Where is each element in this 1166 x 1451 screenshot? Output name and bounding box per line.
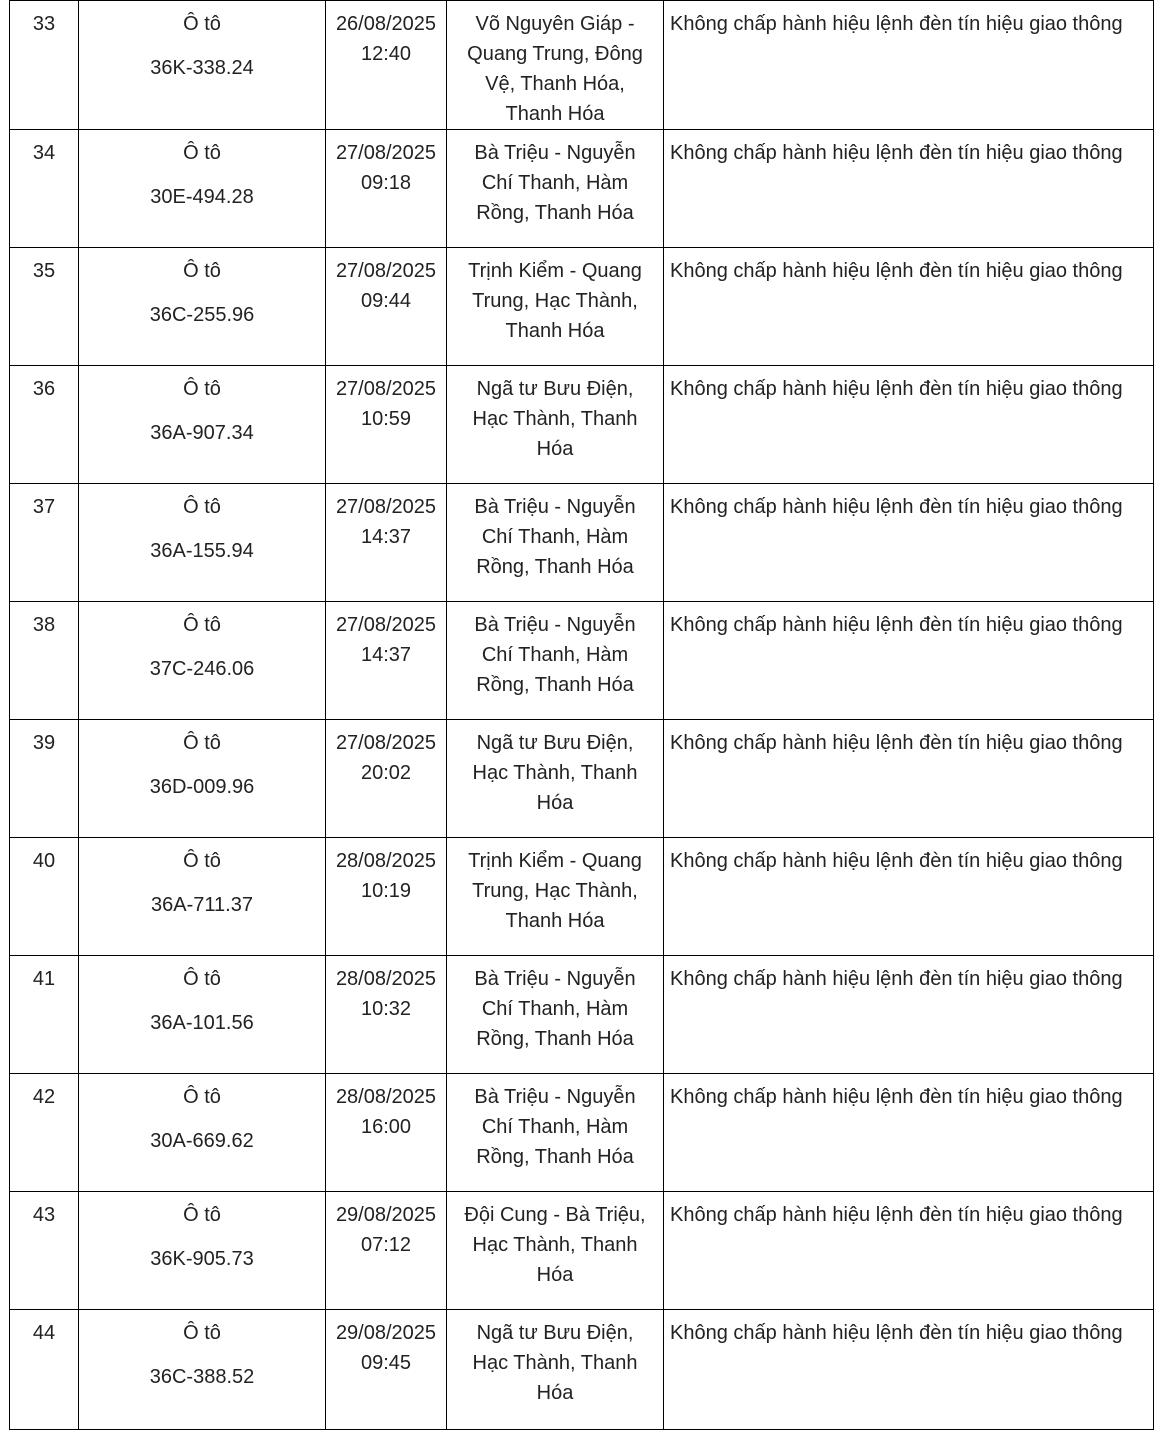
- stt-cell: 33: [10, 1, 79, 130]
- location-line: Rồng, Thanh Hóa: [476, 202, 634, 224]
- stt-cell: 35: [10, 248, 79, 366]
- location-cell: [447, 838, 664, 956]
- violation-date: 28/08/2025: [335, 1086, 437, 1108]
- location-cell: [447, 1, 664, 130]
- license-plate: 36A-907.34: [150, 422, 254, 444]
- vehicle-type: Ô tô: [183, 968, 221, 990]
- stt-cell: 42: [10, 1074, 79, 1192]
- vehicle-cell: [79, 484, 326, 602]
- vehicle-cell: [79, 1310, 326, 1430]
- license-plate: 36A-101.56: [150, 1012, 254, 1034]
- violation-cell: Không chấp hành hiệu lệnh đèn tín hiệu giao thông: [664, 1310, 1154, 1430]
- vehicle-type: Ô tô: [183, 13, 221, 35]
- violation-time: 12:40: [360, 43, 412, 65]
- datetime-cell: [326, 720, 447, 838]
- table-row: [10, 1074, 1154, 1192]
- violation-date: 26/08/2025: [335, 13, 437, 35]
- license-plate: 30E-494.28: [150, 186, 254, 208]
- license-plate: 37C-246.06: [149, 658, 255, 680]
- license-plate: 36C-388.52: [149, 1366, 255, 1388]
- vehicle-cell: [79, 1, 326, 130]
- location-line: Hóa: [536, 1264, 574, 1286]
- vehicle-cell: [79, 130, 326, 248]
- datetime-cell: [326, 366, 447, 484]
- vehicle-cell: [79, 602, 326, 720]
- location-line: Rồng, Thanh Hóa: [476, 556, 634, 578]
- vehicle-type: Ô tô: [183, 260, 221, 282]
- datetime-cell: [326, 956, 447, 1074]
- license-plate: 36D-009.96: [149, 776, 255, 798]
- violation-time: 14:37: [360, 526, 412, 548]
- location-line: Chí Thanh, Hàm: [481, 1116, 629, 1138]
- violations-table-body: [10, 1, 1154, 1430]
- vehicle-cell: [79, 1192, 326, 1310]
- table-row: [10, 130, 1154, 248]
- violation-cell: Không chấp hành hiệu lệnh đèn tín hiệu giao thông: [664, 248, 1154, 366]
- stt-cell: 41: [10, 956, 79, 1074]
- violation-time: 10:59: [360, 408, 412, 430]
- table-row: [10, 484, 1154, 602]
- location-line: Rồng, Thanh Hóa: [476, 1146, 634, 1168]
- location-cell: [447, 366, 664, 484]
- license-plate: 36C-255.96: [149, 304, 255, 326]
- table-row: [10, 1310, 1154, 1430]
- vehicle-type: Ô tô: [183, 1322, 221, 1344]
- vehicle-type: Ô tô: [183, 142, 221, 164]
- datetime-cell: [326, 1192, 447, 1310]
- location-line: Hạc Thành, Thanh: [472, 1234, 638, 1256]
- violation-cell: Không chấp hành hiệu lệnh đèn tín hiệu giao thông: [664, 366, 1154, 484]
- violation-time: 09:45: [360, 1352, 412, 1374]
- stt-cell: 38: [10, 602, 79, 720]
- table-row: [10, 1, 1154, 130]
- violation-time: 09:44: [360, 290, 412, 312]
- location-cell: [447, 602, 664, 720]
- license-plate: 36K-338.24: [150, 57, 254, 79]
- license-plate: 36A-711.37: [151, 894, 253, 916]
- location-line: Thanh Hóa: [505, 320, 605, 342]
- violation-cell: Không chấp hành hiệu lệnh đèn tín hiệu giao thông: [664, 1192, 1154, 1310]
- table-row: [10, 602, 1154, 720]
- location-line: Hóa: [536, 792, 574, 814]
- vehicle-cell: [79, 956, 326, 1074]
- stt-cell: 36: [10, 366, 79, 484]
- vehicle-cell: [79, 720, 326, 838]
- vehicle-cell: [79, 366, 326, 484]
- violation-date: 27/08/2025: [335, 378, 437, 400]
- violation-cell: Không chấp hành hiệu lệnh đèn tín hiệu giao thông: [664, 838, 1154, 956]
- location-line: Hóa: [536, 1382, 574, 1404]
- datetime-cell: [326, 484, 447, 602]
- stt-cell: 39: [10, 720, 79, 838]
- location-line: Thanh Hóa: [505, 103, 605, 125]
- location-line: Hạc Thành, Thanh: [472, 1352, 638, 1374]
- stt-cell: 40: [10, 838, 79, 956]
- table-row: [10, 838, 1154, 956]
- location-line: Hạc Thành, Thanh: [472, 762, 638, 784]
- violation-date: 28/08/2025: [335, 850, 437, 872]
- location-line: Rồng, Thanh Hóa: [476, 1028, 634, 1050]
- violation-date: 27/08/2025: [335, 142, 437, 164]
- location-line: Bà Triệu - Nguyễn: [474, 968, 636, 990]
- datetime-cell: [326, 1310, 447, 1430]
- location-line: Chí Thanh, Hàm: [481, 998, 629, 1020]
- stt-cell: 44: [10, 1310, 79, 1430]
- datetime-cell: [326, 1074, 447, 1192]
- stt-cell: 37: [10, 484, 79, 602]
- license-plate: 30A-669.62: [150, 1130, 254, 1152]
- location-line: Bà Triệu - Nguyễn: [474, 142, 636, 164]
- violations-table: [9, 0, 1154, 1430]
- location-cell: [447, 1192, 664, 1310]
- location-line: Thanh Hóa: [505, 910, 605, 932]
- vehicle-type: Ô tô: [183, 614, 221, 636]
- stt-cell: 34: [10, 130, 79, 248]
- table-row: [10, 1192, 1154, 1310]
- violation-date: 27/08/2025: [335, 496, 437, 518]
- violation-time: 10:32: [360, 998, 412, 1020]
- datetime-cell: [326, 602, 447, 720]
- location-cell: [447, 248, 664, 366]
- location-line: Hạc Thành, Thanh: [472, 408, 638, 430]
- violation-date: 27/08/2025: [335, 260, 437, 282]
- location-line: Trung, Hạc Thành,: [472, 290, 638, 312]
- location-line: Trung, Hạc Thành,: [472, 880, 638, 902]
- location-line: Chí Thanh, Hàm: [481, 644, 629, 666]
- table-row: [10, 366, 1154, 484]
- violation-cell: Không chấp hành hiệu lệnh đèn tín hiệu giao thông: [664, 1074, 1154, 1192]
- violation-time: 16:00: [360, 1116, 412, 1138]
- vehicle-cell: [79, 1074, 326, 1192]
- violation-time: 07:12: [360, 1234, 412, 1256]
- location-line: Bà Triệu - Nguyễn: [474, 496, 636, 518]
- location-line: Hóa: [536, 438, 574, 460]
- location-line: Vệ, Thanh Hóa,: [485, 73, 625, 95]
- violation-date: 28/08/2025: [335, 968, 437, 990]
- table-row: [10, 248, 1154, 366]
- location-line: Chí Thanh, Hàm: [481, 526, 629, 548]
- location-line: Ngã tư Bưu Điện,: [476, 732, 634, 754]
- location-line: Ngã tư Bưu Điện,: [476, 1322, 634, 1344]
- datetime-cell: [326, 248, 447, 366]
- violation-date: 29/08/2025: [335, 1204, 437, 1226]
- violation-cell: Không chấp hành hiệu lệnh đèn tín hiệu giao thông: [664, 484, 1154, 602]
- vehicle-type: Ô tô: [183, 378, 221, 400]
- violation-date: 27/08/2025: [335, 732, 437, 754]
- location-cell: [447, 1310, 664, 1430]
- violation-cell: Không chấp hành hiệu lệnh đèn tín hiệu giao thông: [664, 956, 1154, 1074]
- stt-cell: 43: [10, 1192, 79, 1310]
- table-row: [10, 720, 1154, 838]
- location-line: Bà Triệu - Nguyễn: [474, 614, 636, 636]
- datetime-cell: [326, 130, 447, 248]
- violation-cell: Không chấp hành hiệu lệnh đèn tín hiệu giao thông: [664, 602, 1154, 720]
- violation-time: 09:18: [360, 172, 412, 194]
- table-row: [10, 956, 1154, 1074]
- location-cell: [447, 130, 664, 248]
- violation-date: 29/08/2025: [335, 1322, 437, 1344]
- location-line: Trịnh Kiểm - Quang: [468, 260, 642, 282]
- violation-time: 14:37: [360, 644, 412, 666]
- vehicle-type: Ô tô: [183, 850, 221, 872]
- license-plate: 36K-905.73: [150, 1248, 254, 1270]
- violation-date: 27/08/2025: [335, 614, 437, 636]
- location-line: Quang Trung, Đông: [467, 43, 643, 65]
- vehicle-type: Ô tô: [183, 732, 221, 754]
- location-line: Đội Cung - Bà Triệu,: [464, 1204, 646, 1226]
- vehicle-type: Ô tô: [183, 1204, 221, 1226]
- violation-cell: Không chấp hành hiệu lệnh đèn tín hiệu giao thông: [664, 130, 1154, 248]
- location-line: Bà Triệu - Nguyễn: [474, 1086, 636, 1108]
- location-line: Chí Thanh, Hàm: [481, 172, 629, 194]
- location-line: Võ Nguyên Giáp -: [475, 13, 635, 35]
- location-line: Trịnh Kiểm - Quang: [468, 850, 642, 872]
- license-plate: 36A-155.94: [150, 540, 254, 562]
- location-cell: [447, 1074, 664, 1192]
- violation-time: 20:02: [360, 762, 412, 784]
- location-cell: [447, 720, 664, 838]
- vehicle-type: Ô tô: [183, 1086, 221, 1108]
- violation-cell: Không chấp hành hiệu lệnh đèn tín hiệu giao thông: [664, 1, 1154, 130]
- location-cell: [447, 956, 664, 1074]
- datetime-cell: [326, 1, 447, 130]
- location-cell: [447, 484, 664, 602]
- location-line: Rồng, Thanh Hóa: [476, 674, 634, 696]
- violation-cell: Không chấp hành hiệu lệnh đèn tín hiệu giao thông: [664, 720, 1154, 838]
- vehicle-cell: [79, 838, 326, 956]
- datetime-cell: [326, 838, 447, 956]
- vehicle-type: Ô tô: [183, 496, 221, 518]
- location-line: Ngã tư Bưu Điện,: [476, 378, 634, 400]
- vehicle-cell: [79, 248, 326, 366]
- violation-time: 10:19: [360, 880, 412, 902]
